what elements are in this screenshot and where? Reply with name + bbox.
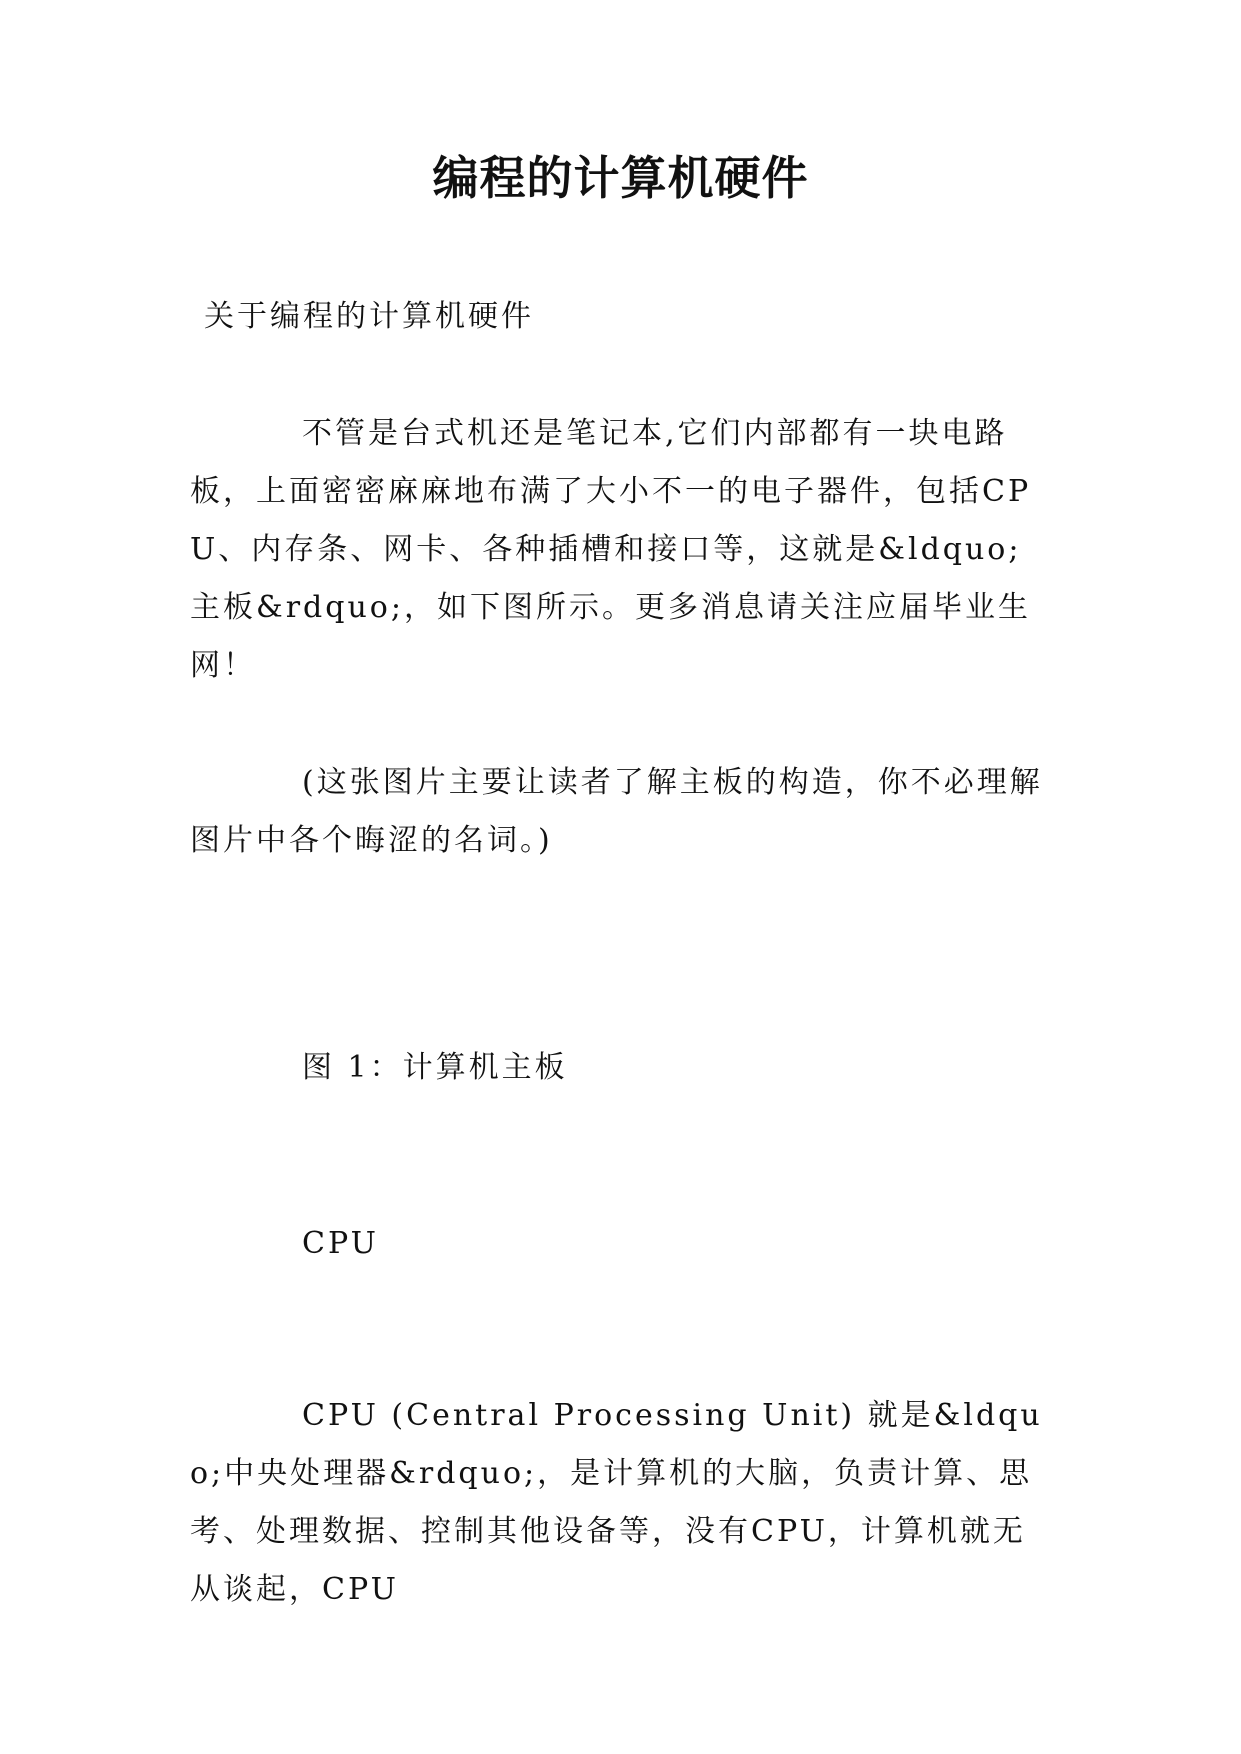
- paragraph-image-note: (这张图片主要让读者了解主板的构造，你不必理解图片中各个晦涩的名词。): [190, 765, 1043, 858]
- section-heading-cpu: CPU: [302, 1226, 379, 1261]
- figure-caption: 图 1：计算机主板: [302, 1050, 568, 1085]
- document-subtitle: 关于编程的计算机硬件: [204, 299, 534, 334]
- document-title: 编程的计算机硬件: [432, 151, 809, 205]
- paragraph-motherboard-intro: 不管是台式机还是笔记本,它们内部都有一块电路板，上面密密麻麻地布满了大小不一的电子器件，包括CPU、内存条、网卡、各种插槽和接口等，这就是&ldquo;主板&rdquo;，如下图所示。更多消息请关注应届毕业生网！: [190, 416, 1032, 683]
- paragraph-cpu-description: CPU (Central Processing Unit) 就是&ldquo;中央处理器&rdquo;，是计算机的大脑，负责计算、思考、处理数据、控制其他设备等，没有CPU，计算机就无从谈起，CPU: [190, 1398, 1043, 1607]
